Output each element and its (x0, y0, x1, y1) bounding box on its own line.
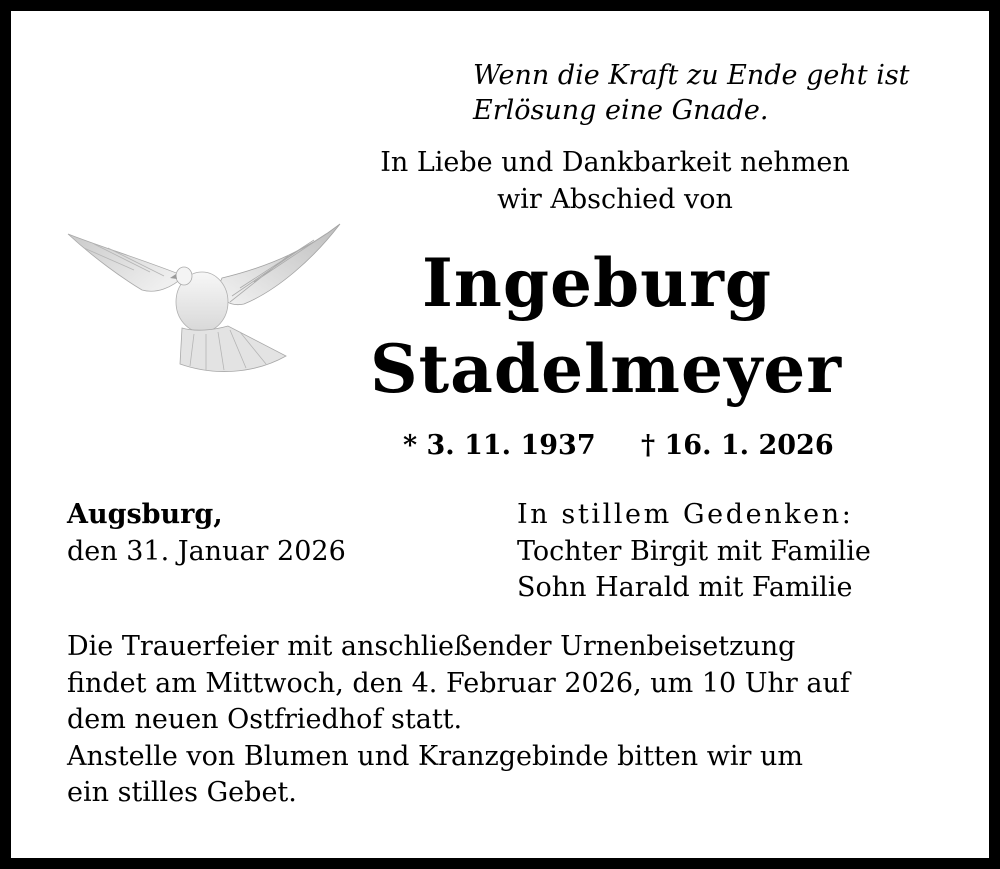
mourner-line-1: Tochter Birgit mit Familie (517, 536, 871, 567)
deceased-last-name: Stadelmeyer (370, 330, 843, 408)
dove-icon (64, 218, 344, 378)
funeral-line-2: findet am Mittwoch, den 4. Februar 2026, um 10 Uhr auf (67, 668, 850, 699)
mourners-heading: In stillem Gedenken: (517, 499, 854, 530)
place: Augsburg, (67, 499, 223, 530)
birth-date: * 3. 11. 1937 (403, 430, 596, 461)
quote-line-2: Erlösung eine Gnade. (473, 95, 769, 126)
death-date: † 16. 1. 2026 (641, 430, 834, 461)
mourner-line-2: Sohn Harald mit Familie (517, 572, 853, 603)
quote-line-1: Wenn die Kraft zu Ende geht ist (473, 60, 910, 91)
funeral-line-4: Anstelle von Blumen und Kranzgebinde bitten wir um (67, 741, 803, 772)
intro-line-2: wir Abschied von (497, 184, 733, 215)
deceased-first-name: Ingeburg (422, 244, 773, 322)
funeral-line-5: ein stilles Gebet. (67, 777, 297, 808)
funeral-line-3: dem neuen Ostfriedhof statt. (67, 704, 463, 735)
intro-line-1: In Liebe und Dankbarkeit nehmen (380, 147, 850, 178)
funeral-line-1: Die Trauerfeier mit anschließender Urnenbeisetzung (67, 631, 796, 662)
notice-date: den 31. Januar 2026 (67, 536, 346, 567)
